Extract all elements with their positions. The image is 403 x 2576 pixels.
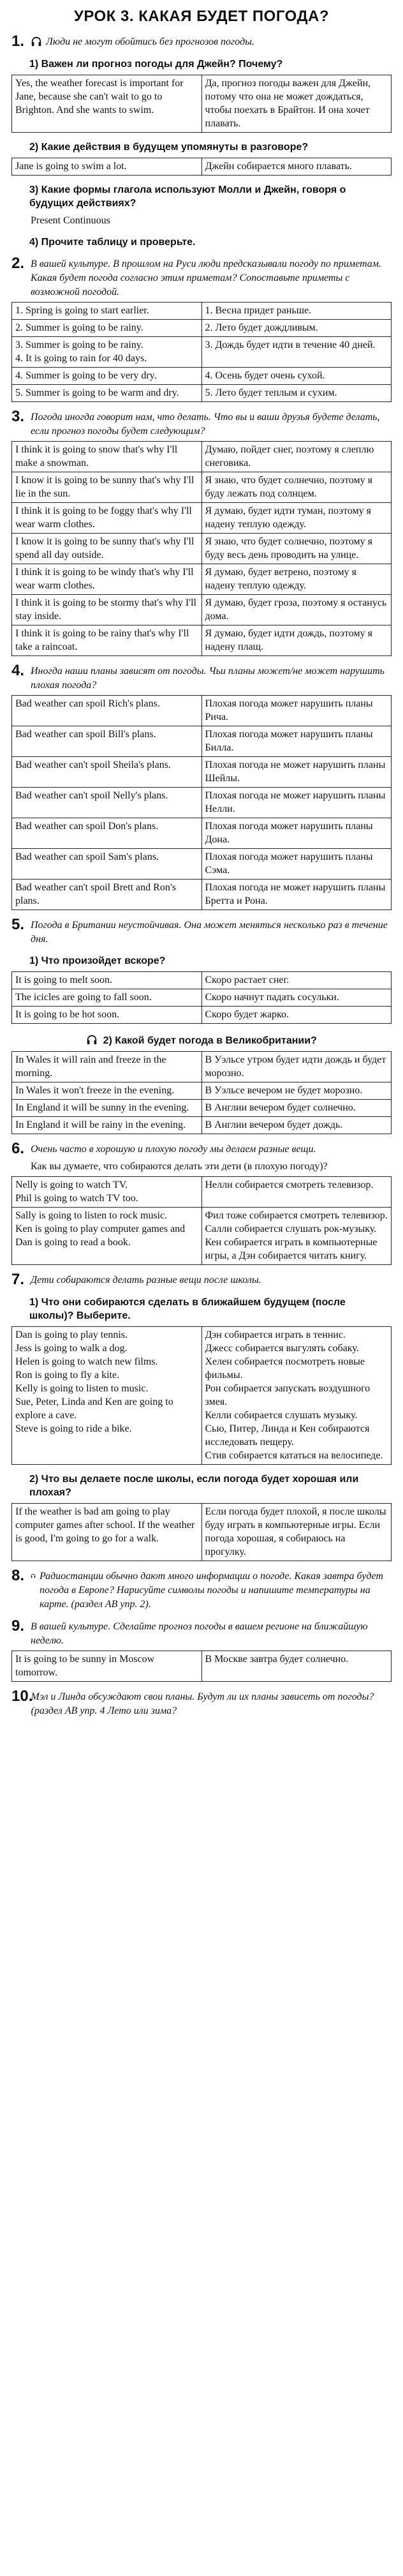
russian-cell: В Уэльсе утром будет идти дождь и будет морозно. [202, 1052, 392, 1082]
answer-table [11, 1503, 392, 1561]
table-row [12, 503, 392, 534]
english-cell: I know it is going to be sunny that's why I'll spend all day outside. [12, 534, 202, 564]
russian-cell: Скоро будет жарко. [202, 1007, 392, 1024]
russian-cell: Плохая погода может нарушить планы Дона. [202, 818, 392, 849]
headphones-icon [86, 1034, 98, 1045]
exercise-number: 10. [11, 1688, 33, 1705]
table-row [12, 1208, 392, 1265]
instruction: В вашей культуре. В прошлом на Руси люди предсказывали погоду по приметам. Какая будет погода согласно этим приметам? Сопоставьте приметы с возможной погодой. [31, 258, 381, 297]
instruction: Мэл и Линда обсуждают свои планы. Будут ли их планы зависеть от погоды? (раздел АВ упр. 4 Лето или зима? [31, 1691, 374, 1716]
question: 2) Что вы делаете после школы, если погода будет хорошая или плохая? [29, 1474, 359, 1498]
english-cell: I know it is going to be sunny that's why I'll lie in the sun. [12, 472, 202, 503]
question [11, 1031, 392, 1047]
table-row [12, 1327, 392, 1465]
russian-cell: Я думаю, будет идти туман, поэтому я надену теплую одежду. [202, 503, 392, 534]
answer-table [11, 695, 392, 910]
question-text: 2) Какой будет погода в Великобритании? [103, 1035, 317, 1046]
russian-cell: 3. Дождь будет идти в течение 40 дней. [202, 337, 392, 368]
table-row [12, 972, 392, 989]
table-row [12, 320, 392, 337]
table-row [12, 1082, 392, 1100]
answer-table [11, 971, 392, 1024]
table-row [12, 337, 392, 368]
table-row [12, 564, 392, 595]
table-row [12, 989, 392, 1007]
russian-cell: В Москве завтра будет солнечно. [202, 1651, 392, 1682]
english-cell: Bad weather can spoil Bill's plans. [12, 726, 202, 757]
russian-cell: Дэн собирается играть в теннис. Джесс собирается выгулять собаку. Хелен собирается посмотреть новые фильмы. Рон собирается запускать воздушного змея. Келли собирается слушать музыку. Сью, Питер, Линда и Кен собираются исследовать пещеру. Стив собирается кататься на велосипеде. [202, 1327, 392, 1465]
russian-cell: 4. Осень будет очень сухой. [202, 368, 392, 385]
english-cell: In England it will be sunny in the evening. [12, 1100, 202, 1117]
table-row [12, 1504, 392, 1561]
russian-cell: Джейн собирается много плавать. [202, 158, 392, 176]
exercise-8 [11, 1568, 392, 1612]
russian-cell: Да, прогноз погоды важен для Джейн, потому что она не может дождаться, чтобы поехать в Брайтон. И она хочет плавать. [202, 75, 392, 133]
instruction: Погода в Британии неустойчивая. Она может меняться несколько раз в течение дня. [31, 920, 388, 945]
exercise-number: 2. [11, 255, 25, 272]
english-cell: I think it is going to be stormy that's why I'll stay inside. [12, 595, 202, 625]
russian-cell: 2. Лето будет дождливым. [202, 320, 392, 337]
table-row [12, 1651, 392, 1682]
english-cell: It is going to be sunny in Moscow tomorrow. [12, 1651, 202, 1682]
table-row [12, 1117, 392, 1134]
russian-cell: Плохая погода не может нарушить планы Бретта и Рона. [202, 880, 392, 910]
answer-table [11, 1326, 392, 1465]
english-cell: Jane is going to swim a lot. [12, 158, 202, 176]
exercise-number: 1. [11, 33, 25, 50]
answer-table [11, 302, 392, 402]
table-row [12, 625, 392, 656]
table-row [12, 849, 392, 880]
exercise-number: 7. [11, 1271, 25, 1288]
answer-table [11, 441, 392, 656]
instruction: Люди не могут обойтись без прогнозов погоды. [46, 36, 255, 47]
exercise-4 [11, 663, 392, 910]
task-text: Как вы думаете, что собираются делать эти дети (в плохую погоду)? [31, 1161, 328, 1172]
russian-cell: Скоро растает снег. [202, 972, 392, 989]
exercise-number: 6. [11, 1140, 25, 1157]
english-cell: I think it is going to snow that's why I'll make a snowman. [12, 442, 202, 472]
exercise-number: 5. [11, 916, 25, 933]
english-cell: 3. Summer is going to be rainy. 4. It is going to rain for 40 days. [12, 337, 202, 368]
table-row [12, 726, 392, 757]
table-row [12, 158, 392, 176]
russian-cell: Я знаю, что будет солнечно, поэтому я буду лежать под солнцем. [202, 472, 392, 503]
question: 1) Что произойдет вскоре? [29, 955, 166, 966]
table-row [12, 472, 392, 503]
english-cell: 5. Summer is going to be warm and dry. [12, 385, 202, 402]
instruction: Очень часто в хорошую и плохую погоду мы делаем разные вещи. [31, 1144, 316, 1155]
russian-cell: Нелли собирается смотреть телевизор. [202, 1177, 392, 1208]
english-cell: Sally is going to listen to rock music. Ken is going to play computer games and Dan is going to read a book. [12, 1208, 202, 1265]
english-cell: Bad weather can't spoil Nelly's plans. [12, 788, 202, 818]
russian-cell: 1. Весна придет раньше. [202, 303, 392, 320]
table-row [12, 696, 392, 726]
instruction: Дети собираются делать разные вещи после школы. [31, 1275, 261, 1285]
russian-cell: Плохая погода может нарушить планы Сэма. [202, 849, 392, 880]
table-row [12, 1100, 392, 1117]
exercise-7 [11, 1271, 392, 1561]
exercise-9 [11, 1618, 392, 1682]
table-row [12, 757, 392, 788]
table-row [12, 880, 392, 910]
russian-cell: Я знаю, что будет солнечно, поэтому я буду весь день проводить на улице. [202, 534, 392, 564]
headphones-icon [31, 1570, 36, 1582]
exercise-5 [11, 917, 392, 1134]
instruction: Радиостанции обычно дают много информации о погоде. Какая завтра будет погода в Европе? Нарисуйте символы погоды и напишите температуры на карте. (раздел АВ упр. 2). [40, 1571, 384, 1610]
table-row [12, 303, 392, 320]
table-row [12, 818, 392, 849]
answer-table [11, 158, 392, 176]
russian-cell: В Англии вечером будет дождь. [202, 1117, 392, 1134]
english-cell: In Wales it won't freeze in the evening. [12, 1082, 202, 1100]
english-cell: Nelly is going to watch TV. Phil is going to watch TV too. [12, 1177, 202, 1208]
exercise-3 [11, 408, 392, 656]
answer-table [11, 1051, 392, 1134]
question: 2) Какие действия в будущем упомянуты в разговоре? [29, 142, 309, 153]
english-cell: In Wales it will rain and freeze in the morning. [12, 1052, 202, 1082]
answer-table [11, 1176, 392, 1265]
exercise-6 [11, 1141, 392, 1265]
english-cell: I think it is going to be windy that's why I'll wear warm clothes. [12, 564, 202, 595]
table-row [12, 368, 392, 385]
headphones-icon [31, 36, 42, 47]
english-cell: I think it is going to be rainy that's why I'll take a raincoat. [12, 625, 202, 656]
table-row [12, 534, 392, 564]
instruction: В вашей культуре. Сделайте прогноз погоды в вашем регионе на ближайшую неделю. [31, 1621, 368, 1646]
english-cell: In England it will be rainy in the evening. [12, 1117, 202, 1134]
russian-cell: Думаю, пойдет снег, поэтому я слеплю снеговика. [202, 442, 392, 472]
russian-cell: Если погода будет плохой, я после школы буду играть в компьютерные игры. Если погода хорошая, я собираюсь на прогулку. [202, 1504, 392, 1561]
english-cell: Bad weather can spoil Rich's plans. [12, 696, 202, 726]
instruction: Иногда наши планы зависят от погоды. Чьи планы может/не может нарушить плохая погода? [31, 666, 385, 691]
russian-cell: В Уэльсе вечером не будет морозно. [202, 1082, 392, 1100]
english-cell: The icicles are going to fall soon. [12, 989, 202, 1007]
russian-cell: Я думаю, будет гроза, поэтому я останусь дома. [202, 595, 392, 625]
russian-cell: Плохая погода может нарушить планы Рича. [202, 696, 392, 726]
exercise-10 [11, 1688, 392, 1718]
answer-text: Present Continuous [31, 215, 110, 226]
russian-cell: В Англии вечером будет солнечно. [202, 1100, 392, 1117]
question: 1) Что они собираются сделать в ближайшем будущем (после школы)? Выберите. [29, 1297, 346, 1321]
answer-table [11, 75, 392, 133]
table-row [12, 385, 392, 402]
english-cell: 4. Summer is going to be very dry. [12, 368, 202, 385]
instruction: Погода иногда говорит нам, что делать. Что вы и ваши друзья будете делать, если прогноз погоды будет следующим? [31, 412, 380, 437]
exercise-number: 3. [11, 408, 25, 425]
russian-cell: Плохая погода может нарушить планы Билла. [202, 726, 392, 757]
answer-table [11, 1651, 392, 1682]
english-cell: Dan is going to play tennis. Jess is going to walk a dog. Helen is going to watch new films. Ron is going to fly a kite. Kelly is going to listen to music. Sue, Peter, Linda and Ken are going to explore a cave. Steve is going to ride a bike. [12, 1327, 202, 1465]
question: 3) Какие формы глагола используют Молли и Джейн, говоря о будущих действиях? [29, 184, 346, 209]
exercise-number: 8. [11, 1567, 25, 1584]
table-row [12, 1007, 392, 1024]
table-row [12, 788, 392, 818]
exercise-number: 9. [11, 1617, 25, 1635]
question: 1) Важен ли прогноз погоды для Джейн? Почему? [29, 59, 283, 70]
russian-cell: Плохая погода не может нарушить планы Шейлы. [202, 757, 392, 788]
russian-cell: Я думаю, будет ветрено, поэтому я надену теплую одежду. [202, 564, 392, 595]
english-cell: Bad weather can spoil Sam's plans. [12, 849, 202, 880]
table-row [12, 1052, 392, 1082]
exercise-2 [11, 255, 392, 402]
russian-cell: Я думаю, будет идти дождь, поэтому я надену плащ. [202, 625, 392, 656]
english-cell: Yes, the weather forecast is important for Jane, because she can't wait to go to Brighton. And she wants to swim. [12, 75, 202, 133]
english-cell: 2. Summer is going to be rainy. [12, 320, 202, 337]
english-cell: It is going to melt soon. [12, 972, 202, 989]
table-row [12, 595, 392, 625]
russian-cell: Фил тоже собирается смотреть телевизор. Салли собирается слушать рок-музыку. Кен собирается играть в компьютерные игры, а Дэн собирается читать книгу. [202, 1208, 392, 1265]
russian-cell: Плохая погода не может нарушить планы Нелли. [202, 788, 392, 818]
table-row [12, 75, 392, 133]
russian-cell: Скоро начнут падать сосульки. [202, 989, 392, 1007]
russian-cell: 5. Лето будет теплым и сухим. [202, 385, 392, 402]
english-cell: If the weather is bad am going to play computer games after school. If the weather is good, I'm going to go for a walk. [12, 1504, 202, 1561]
exercise-1 [11, 33, 392, 249]
exercise-number: 4. [11, 662, 25, 679]
english-cell: It is going to be hot soon. [12, 1007, 202, 1024]
table-row [12, 1177, 392, 1208]
english-cell: Bad weather can't spoil Brett and Ron's plans. [12, 880, 202, 910]
question: 4) Прочите таблицу и проверьте. [29, 237, 196, 248]
page-title: УРОК 3. КАКАЯ БУДЕТ ПОГОДА? [73, 8, 330, 25]
english-cell: Bad weather can spoil Don's plans. [12, 818, 202, 849]
english-cell: Bad weather can't spoil Sheila's plans. [12, 757, 202, 788]
table-row [12, 442, 392, 472]
english-cell: 1. Spring is going to start earlier. [12, 303, 202, 320]
english-cell: I think it is going to be foggy that's why I'll wear warm clothes. [12, 503, 202, 534]
